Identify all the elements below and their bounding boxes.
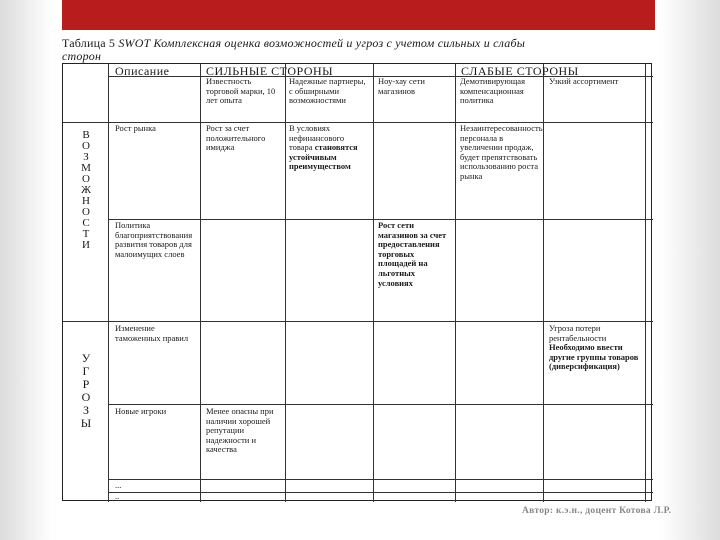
opportunities-letter: З [83, 151, 89, 163]
opportunities-letter: В [82, 129, 90, 141]
grid-line [543, 64, 544, 502]
row-market-growth: Рост рынка [115, 123, 156, 133]
grid-line [373, 64, 374, 502]
header-description: Описание [115, 64, 170, 78]
cell-customs-assortment: Угроза потери рентабельности Необходимо ввести другие группы товаров (диверсификация) [549, 323, 639, 372]
author-footer: Автор: к.э.н., доцент Котова Л.Р. [522, 506, 672, 516]
cell-policy-network: Рост сети магазинов за счет предоставления торговых площадей на льготных условиях [378, 220, 447, 288]
opportunities-letter: Т [82, 228, 90, 240]
cell-new-players-reputation: Менее опасны при наличии хорошей репутации надежности и качества [206, 406, 274, 455]
opportunities-letter: О [82, 206, 90, 218]
opportunities-letter: Ж [81, 184, 91, 196]
opportunities-letter: О [82, 173, 90, 185]
caption-second-line: сторон [62, 49, 102, 63]
row-customs: Изменение таможенных правил [115, 323, 189, 343]
left-page-shadow [0, 0, 52, 540]
opportunities-label [78, 130, 94, 251]
grid-line [455, 64, 456, 502]
opportunities-letter: И [82, 239, 90, 251]
threats-letter: Р [82, 377, 90, 391]
threats-letter: У [81, 351, 91, 365]
threats-label [78, 352, 94, 430]
strength-1: Известность торговой марки, 10 лет опыта [206, 76, 276, 106]
grid-line [63, 321, 653, 322]
cell-growth-partners: В условиях нефинансового товара становятся устойчивым преимуществом [289, 123, 358, 172]
strength-3: Ноу-хау сети магазинов [378, 76, 425, 96]
opportunities-letter: Н [82, 195, 90, 207]
grid-line [108, 479, 653, 480]
right-page-shadow [660, 0, 720, 540]
row-ellipsis: .. [115, 491, 120, 501]
grid-line [108, 492, 653, 493]
threats-letter: Г [82, 364, 90, 378]
threats-letter: Ы [80, 416, 92, 430]
slide [57, 33, 655, 500]
row-ellipsis: ... [115, 480, 122, 490]
title-bar [62, 0, 655, 30]
weakness-1: Демотивирующая компенсационная политика [460, 76, 525, 106]
row-new-players: Новые игроки [115, 406, 167, 416]
threats-letter: О [81, 390, 91, 404]
swot-table [62, 63, 652, 501]
cell-growth-image: Рост за счет положительного имиджа [206, 123, 266, 153]
header-weaknesses: СЛАБЫЕ СТОРОНЫ [461, 64, 579, 78]
strength-2: Надежные партнеры, с обширными возможностями [289, 76, 366, 106]
grid-line [200, 64, 201, 502]
grid-line [645, 64, 646, 502]
header-strengths: СИЛЬНЫЕ СТОРОНЫ [206, 64, 334, 78]
grid-line [285, 64, 286, 502]
grid-line [108, 64, 109, 502]
grid-line [108, 404, 653, 405]
opportunities-letter: М [81, 162, 91, 174]
caption-text: SWOT Комплексная оценка возможностей и угроз с учетом сильных и слабы [118, 36, 526, 50]
row-policy: Политика благоприятствования развития товаров для малоимущих слоев [115, 220, 193, 259]
opportunities-letter: С [82, 217, 90, 229]
threats-letter: З [82, 403, 89, 417]
table-caption [62, 37, 657, 63]
weakness-2: Узкий ассортимент [549, 76, 619, 86]
caption-lead: Таблица 5 [62, 36, 116, 50]
opportunities-letter: О [82, 140, 90, 152]
cell-growth-motivation: Незаинтересованность персонала в увеличении продаж, будет препятствовать использованию роста рынка [460, 123, 543, 181]
